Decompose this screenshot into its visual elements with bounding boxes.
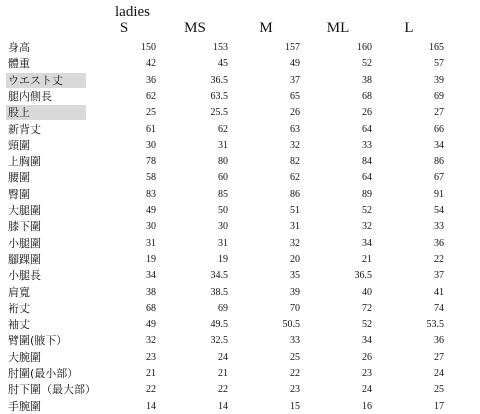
table-cell: 36	[434, 335, 444, 347]
column-header-l: L	[404, 20, 414, 36]
row-label: 腿内側長	[8, 89, 52, 103]
table-cell: 80	[218, 156, 228, 168]
table-cell: 26	[362, 107, 372, 119]
table-cell: 34	[146, 270, 156, 282]
row-label: 袖丈	[8, 318, 30, 332]
table-cell: 30	[146, 139, 156, 151]
table-cell: 30	[218, 221, 228, 233]
row-label: 臀圍	[8, 187, 30, 201]
row-label: 股上	[6, 105, 86, 120]
table-cell: 54	[434, 205, 444, 216]
table-cell: 37	[434, 270, 444, 282]
table-cell: 157	[285, 42, 300, 53]
table-cell: 66	[434, 123, 444, 135]
table-cell: 37	[290, 74, 300, 86]
column-header-s: S	[119, 20, 129, 36]
table-cell: 25	[290, 351, 300, 363]
table-cell: 82	[290, 156, 300, 168]
table-cell: 32.5	[210, 335, 228, 347]
table-cell: 25	[146, 107, 156, 119]
table-cell: 32	[146, 335, 156, 347]
table-cell: 49.5	[210, 319, 228, 331]
table-cell: 150	[141, 42, 156, 53]
table-cell: 25	[434, 384, 444, 396]
table-cell: 14	[146, 400, 156, 412]
table-cell: 26	[362, 351, 372, 363]
table-cell: 22	[146, 384, 156, 396]
row-label: 上胸圍	[8, 155, 41, 169]
table-cell: 58	[146, 172, 156, 184]
table-cell: 57	[434, 58, 444, 70]
row-label: 小腿圍	[8, 236, 41, 250]
row-label: 肘圍(最小部）	[8, 367, 79, 380]
table-cell: 24	[362, 384, 372, 396]
table-cell: 70	[290, 302, 300, 314]
table-cell: 86	[290, 188, 300, 200]
table-cell: 39	[434, 74, 444, 86]
table-cell: 22	[218, 384, 228, 396]
table-cell: 74	[434, 302, 444, 314]
table-cell: 64	[362, 123, 372, 135]
table-cell: 15	[290, 400, 300, 412]
row-label: 頸圍	[8, 138, 30, 152]
table-cell: 41	[434, 286, 444, 298]
row-label: 大腕圍	[8, 350, 41, 364]
row-label: 手腕圍	[8, 399, 41, 413]
table-cell: 38	[362, 74, 372, 86]
table-cell: 68	[146, 302, 156, 314]
table-cell: 91	[434, 188, 444, 200]
row-label: 腰圍	[8, 171, 30, 185]
sheet-title: ladies	[115, 4, 150, 20]
table-cell: 33	[290, 335, 300, 347]
table-cell: 31	[218, 139, 228, 151]
table-cell: 32	[362, 221, 372, 233]
table-cell: 31	[290, 221, 300, 233]
table-cell: 24	[218, 351, 228, 363]
table-cell: 63	[290, 123, 300, 135]
table-cell: 68	[362, 90, 372, 102]
table-cell: 42	[146, 58, 156, 70]
column-header-ml: ML	[326, 20, 350, 36]
table-cell: 67	[434, 172, 444, 184]
table-cell: 19	[218, 253, 228, 265]
table-cell: 27	[434, 351, 444, 363]
table-cell: 86	[434, 156, 444, 168]
table-cell: 33	[434, 221, 444, 233]
table-cell: 50.5	[282, 319, 300, 331]
table-cell: 160	[357, 42, 372, 53]
table-cell: 21	[218, 368, 228, 379]
table-cell: 17	[434, 400, 444, 412]
table-cell: 53.5	[426, 319, 444, 331]
table-cell: 69	[434, 90, 444, 102]
table-cell: 40	[362, 286, 372, 298]
table-cell: 36.5	[210, 74, 228, 86]
table-cell: 165	[429, 42, 444, 53]
row-label: 肘下圍（最大部）	[8, 383, 96, 397]
table-cell: 62	[146, 90, 156, 102]
row-label: 膝下圍	[8, 220, 41, 234]
table-cell: 32	[290, 237, 300, 249]
row-label: 大腿圍	[8, 204, 41, 217]
table-cell: 62	[290, 172, 300, 184]
table-cell: 52	[362, 319, 372, 331]
table-cell: 23	[146, 351, 156, 363]
table-cell: 26	[290, 107, 300, 119]
table-cell: 62	[218, 123, 228, 135]
table-cell: 36	[434, 237, 444, 249]
table-cell: 34.5	[210, 270, 228, 282]
table-cell: 78	[146, 156, 156, 168]
table-cell: 19	[146, 253, 156, 265]
table-cell: 49	[146, 205, 156, 216]
table-cell: 20	[290, 253, 300, 265]
table-cell: 23	[290, 384, 300, 396]
table-cell: 21	[362, 253, 372, 265]
row-label: 腳踝圍	[8, 252, 41, 266]
table-cell: 21	[146, 368, 156, 379]
column-header-m: M	[259, 20, 273, 36]
row-label: 體重	[8, 57, 30, 71]
row-label: 肩寬	[8, 285, 30, 299]
column-header-ms: MS	[184, 20, 206, 36]
table-cell: 72	[362, 302, 372, 314]
table-cell: 52	[362, 205, 372, 216]
table-cell: 45	[218, 58, 228, 70]
row-label: 新背丈	[8, 122, 41, 136]
table-cell: 33	[362, 139, 372, 151]
table-cell: 25.5	[210, 107, 228, 119]
table-cell: 22	[290, 368, 300, 379]
table-cell: 39	[290, 286, 300, 298]
table-cell: 38	[146, 286, 156, 298]
table-cell: 31	[146, 237, 156, 249]
row-label: 臂圍(腋下）	[8, 334, 68, 348]
table-cell: 50	[218, 205, 228, 216]
table-cell: 14	[218, 400, 228, 412]
row-label: 身高	[8, 41, 30, 54]
table-cell: 38.5	[210, 286, 228, 298]
table-cell: 24	[434, 368, 444, 379]
table-cell: 85	[218, 188, 228, 200]
table-cell: 51	[290, 205, 300, 216]
table-cell: 63.5	[210, 90, 228, 102]
table-cell: 83	[146, 188, 156, 200]
table-cell: 36	[146, 74, 156, 86]
table-cell: 30	[146, 221, 156, 233]
table-cell: 34	[362, 237, 372, 249]
row-label: ウエスト丈	[6, 73, 86, 88]
table-cell: 61	[146, 123, 156, 135]
table-cell: 52	[362, 58, 372, 70]
table-cell: 23	[362, 368, 372, 379]
table-cell: 69	[218, 302, 228, 314]
table-cell: 36.5	[354, 270, 372, 282]
table-cell: 16	[362, 400, 372, 412]
row-label: 裄丈	[8, 301, 30, 315]
table-cell: 35	[290, 270, 300, 282]
table-cell: 32	[290, 139, 300, 151]
table-cell: 153	[213, 42, 228, 53]
table-cell: 49	[146, 319, 156, 331]
table-cell: 31	[218, 237, 228, 249]
table-cell: 64	[362, 172, 372, 184]
table-cell: 84	[362, 156, 372, 168]
table-cell: 49	[290, 58, 300, 70]
table-cell: 60	[218, 172, 228, 184]
table-cell: 65	[290, 90, 300, 102]
table-cell: 27	[434, 107, 444, 119]
table-cell: 34	[362, 335, 372, 347]
table-cell: 22	[434, 253, 444, 265]
table-cell: 34	[434, 139, 444, 151]
table-cell: 89	[362, 188, 372, 200]
row-label: 小腿長	[8, 269, 41, 283]
